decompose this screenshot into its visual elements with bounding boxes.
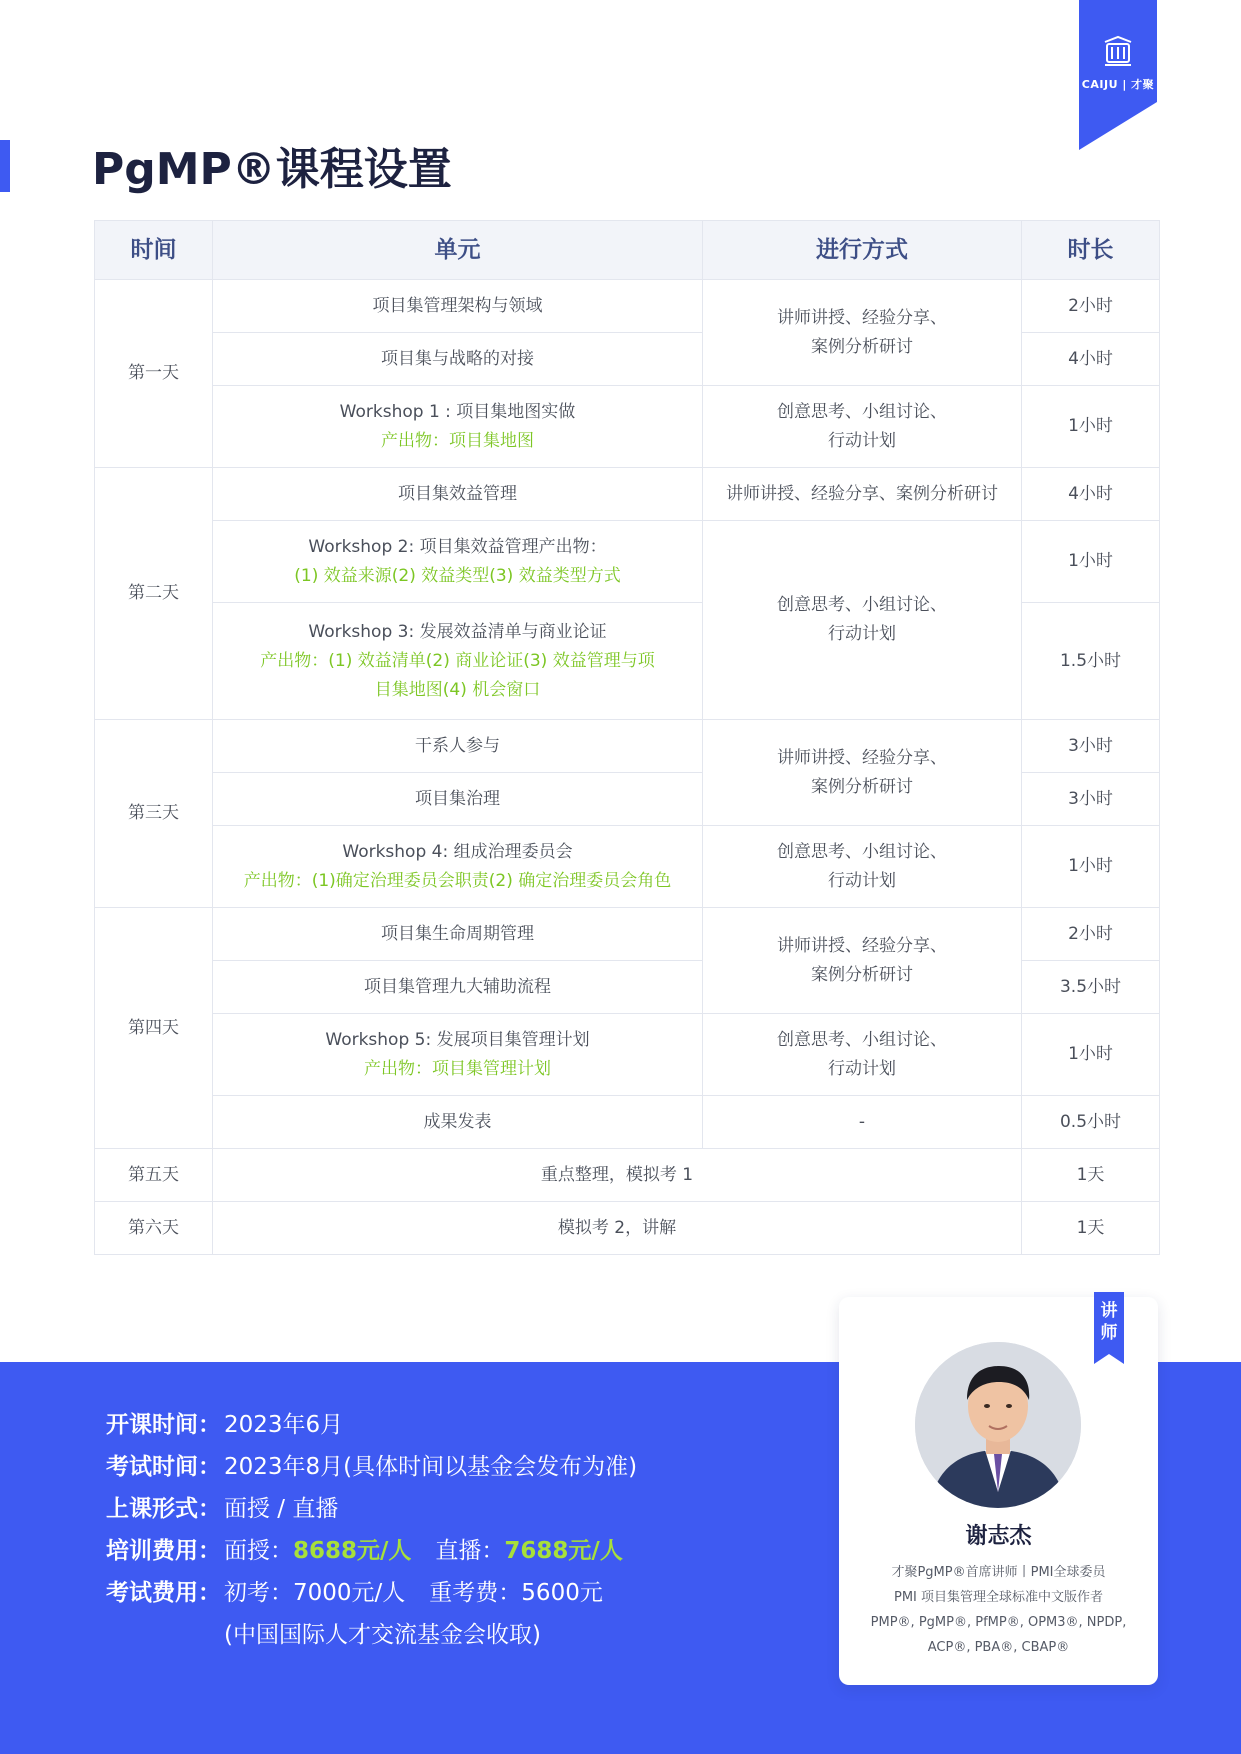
method-cell: 讲师讲授、经验分享、案例分析研讨 <box>703 468 1022 521</box>
method-cell <box>703 720 1022 826</box>
title-accent-bar <box>0 140 10 192</box>
table-row <box>95 1014 1160 1096</box>
method-cell <box>703 280 1022 386</box>
method-line: 创意思考、小组讨论、 <box>777 1029 947 1050</box>
method-cell <box>703 386 1022 468</box>
duration-cell: 0.5小时 <box>1022 1096 1160 1149</box>
duration-cell: 4小时 <box>1022 468 1160 521</box>
method-line: 行动计划 <box>828 1058 896 1079</box>
info-row-note <box>106 1614 637 1656</box>
info-row-fee <box>106 1530 637 1572</box>
method-cell <box>703 521 1022 720</box>
duration-cell: 3小时 <box>1022 773 1160 826</box>
examfee-label: 考试费用： <box>106 1580 221 1606</box>
exam-value: 2023年8月(具体时间以基金会发布为准) <box>224 1454 638 1480</box>
duration-cell: 1天 <box>1022 1202 1160 1255</box>
format-label: 上课形式： <box>106 1496 221 1522</box>
day-cell: 第五天 <box>95 1149 213 1202</box>
unit-cell <box>213 521 703 603</box>
fee-offline-prefix: 面授： <box>224 1538 293 1564</box>
table-row <box>95 521 1160 603</box>
method-line: 讲师讲授、经验分享、 <box>777 747 947 768</box>
day-cell: 第六天 <box>95 1202 213 1255</box>
unit-title: Workshop 5: 发展项目集管理计划 <box>325 1029 590 1050</box>
unit-output: 目集地图(4) 机会窗口 <box>374 679 541 700</box>
unit-output: 产出物：项目集管理计划 <box>364 1058 551 1079</box>
duration-cell: 3.5小时 <box>1022 961 1160 1014</box>
table-row <box>95 1149 1160 1202</box>
header-method: 进行方式 <box>703 221 1022 280</box>
duration-cell: 1天 <box>1022 1149 1160 1202</box>
lecturer-bio-line: ACP®, PBA®, CBAP® <box>927 1640 1070 1655</box>
unit-cell: 模拟考 2，讲解 <box>213 1202 1022 1255</box>
method-cell <box>703 1014 1022 1096</box>
unit-title: Workshop 1 : 项目集地图实做 <box>339 401 576 422</box>
info-row-exam <box>106 1446 637 1488</box>
duration-cell: 3小时 <box>1022 720 1160 773</box>
duration-cell: 1小时 <box>1022 386 1160 468</box>
day-cell: 第二天 <box>95 468 213 720</box>
unit-cell <box>213 603 703 720</box>
fee-label: 培训费用： <box>106 1538 221 1564</box>
start-label: 开课时间： <box>106 1412 221 1438</box>
method-cell: - <box>703 1096 1022 1149</box>
lecturer-bio-line: 才聚PgMP®首席讲师丨PMI全球委员 <box>891 1565 1106 1580</box>
info-row-examfee <box>106 1572 637 1614</box>
table-row <box>95 826 1160 908</box>
unit-cell <box>213 826 703 908</box>
header-duration: 时长 <box>1022 221 1160 280</box>
duration-cell: 1.5小时 <box>1022 603 1160 720</box>
day-cell: 第一天 <box>95 280 213 468</box>
info-row-format <box>106 1488 637 1530</box>
unit-output: 产出物：(1)确定治理委员会职责(2) 确定治理委员会角色 <box>243 870 672 891</box>
caiju-logo-icon <box>1101 34 1135 68</box>
exam-label: 考试时间： <box>106 1454 221 1480</box>
duration-cell: 2小时 <box>1022 280 1160 333</box>
unit-cell: 项目集治理 <box>213 773 703 826</box>
unit-cell: 干系人参与 <box>213 720 703 773</box>
table-row <box>95 1202 1160 1255</box>
start-value: 2023年6月 <box>224 1412 344 1438</box>
course-schedule-table <box>94 220 1160 1255</box>
method-line: 案例分析研讨 <box>811 964 913 985</box>
unit-cell <box>213 386 703 468</box>
unit-title: Workshop 3: 发展效益清单与商业论证 <box>308 621 607 642</box>
method-line: 案例分析研讨 <box>811 776 913 797</box>
unit-cell: 项目集管理九大辅助流程 <box>213 961 703 1014</box>
method-line: 行动计划 <box>828 624 896 644</box>
method-cell <box>703 826 1022 908</box>
table-header-row <box>95 221 1160 280</box>
table-row <box>95 280 1160 333</box>
info-row-start <box>106 1404 637 1446</box>
duration-cell: 2小时 <box>1022 908 1160 961</box>
table-row <box>95 720 1160 773</box>
course-info <box>106 1404 637 1656</box>
method-line: 案例分析研讨 <box>811 336 913 357</box>
method-cell <box>703 908 1022 1014</box>
unit-title: Workshop 2: 项目集效益管理产出物： <box>308 536 607 557</box>
method-line: 创意思考、小组讨论、 <box>777 841 947 862</box>
table-row <box>95 1096 1160 1149</box>
lecturer-name: 谢志杰 <box>965 1524 1032 1549</box>
method-line: 讲师讲授、经验分享、 <box>777 935 947 956</box>
duration-cell: 4小时 <box>1022 333 1160 386</box>
lecturer-tag <box>1094 1292 1124 1364</box>
lecturer-card <box>839 1297 1158 1685</box>
day-cell: 第三天 <box>95 720 213 908</box>
examfee-value: 初考：7000元/人 <box>224 1580 406 1606</box>
lecturer-bio <box>839 1560 1158 1660</box>
fee-online-prefix: 直播： <box>435 1538 505 1564</box>
duration-cell: 1小时 <box>1022 1014 1160 1096</box>
reexam-value: 重考费：5600元 <box>429 1580 603 1606</box>
unit-cell: 项目集效益管理 <box>213 468 703 521</box>
unit-output: 产出物：项目集地图 <box>381 430 534 451</box>
day-cell: 第四天 <box>95 908 213 1149</box>
lecturer-tag-text: 讲师 <box>1100 1301 1118 1343</box>
unit-output: (1) 效益来源(2) 效益类型(3) 效益类型方式 <box>294 565 621 586</box>
header-time: 时间 <box>95 221 213 280</box>
table-row <box>95 468 1160 521</box>
fee-offline-value: 8688元/人 <box>293 1538 412 1564</box>
duration-cell: 1小时 <box>1022 826 1160 908</box>
page-title: PgMP®课程设置 <box>92 144 452 195</box>
examfee-note: (中国国际人才交流基金会收取) <box>224 1622 541 1648</box>
unit-cell <box>213 1014 703 1096</box>
lecturer-avatar <box>915 1342 1081 1508</box>
header-unit: 单元 <box>213 221 703 280</box>
unit-cell: 重点整理，模拟考 1 <box>213 1149 1022 1202</box>
table-row <box>95 908 1160 961</box>
unit-output: 产出物：(1) 效益清单(2) 商业论证(3) 效益管理与项 <box>260 650 655 671</box>
table-row <box>95 386 1160 468</box>
lecturer-bio-line: PMI 项目集管理全球标准中文版作者 <box>893 1590 1104 1605</box>
method-line: 讲师讲授、经验分享、 <box>777 307 947 328</box>
format-value: 面授 / 直播 <box>224 1496 339 1522</box>
fee-online-value: 7688元/人 <box>504 1538 623 1564</box>
method-line: 创意思考、小组讨论、 <box>777 401 947 422</box>
unit-title: Workshop 4: 组成治理委员会 <box>342 841 573 862</box>
unit-cell: 项目集与战略的对接 <box>213 333 703 386</box>
method-line: 创意思考、小组讨论、 <box>777 595 947 615</box>
duration-cell: 1小时 <box>1022 521 1160 603</box>
method-line: 行动计划 <box>828 870 896 891</box>
unit-cell: 项目集管理架构与领域 <box>213 280 703 333</box>
lecturer-bio-line: PMP®, PgMP®, PfMP®, OPM3®, NPDP, <box>870 1615 1127 1630</box>
brand-logo-text: CAIJU | 才聚 <box>1081 78 1155 91</box>
unit-cell: 成果发表 <box>213 1096 703 1149</box>
method-line: 行动计划 <box>828 430 896 451</box>
unit-cell: 项目集生命周期管理 <box>213 908 703 961</box>
brand-ribbon <box>1079 0 1157 150</box>
